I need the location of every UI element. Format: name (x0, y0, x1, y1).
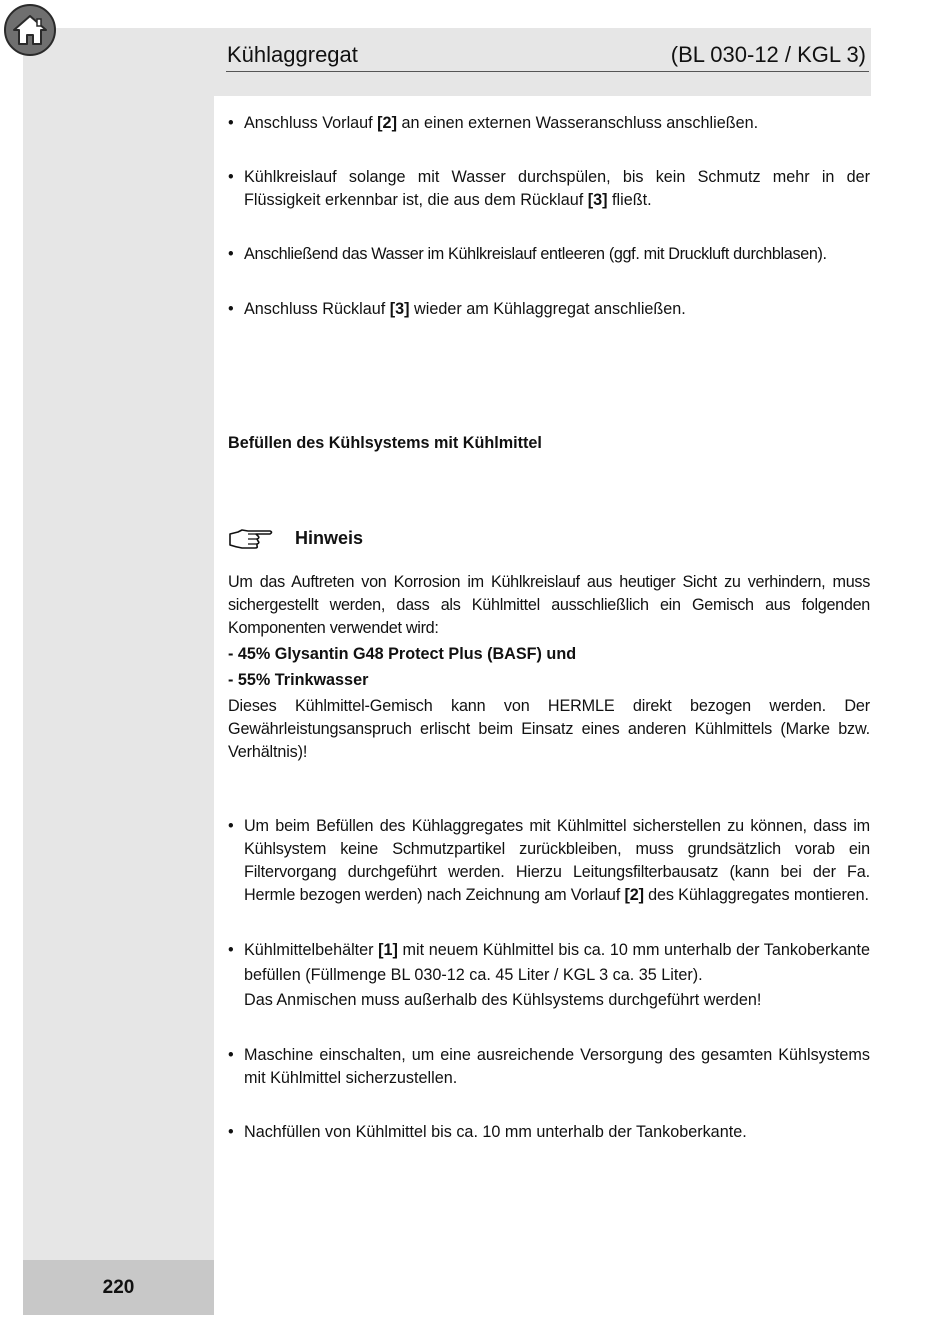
component-line: - 55% Trinkwasser (228, 671, 369, 689)
page-number: 220 (23, 1260, 214, 1315)
list-item: • Kühlkreislauf solange mit Wasser durchspülen, bis kein Schmutz mehr in der Flüssigkeit erkennbar ist, die aus dem Rücklauf [3] fließt. (228, 168, 870, 209)
list-item-note: Das Anmischen muss außerhalb des Kühlsystems durchgeführt werden! (244, 991, 762, 1009)
home-icon (11, 13, 49, 47)
list-item: • Anschließend das Wasser im Kühlkreislauf entleeren (ggf. mit Druckluft durchblasen). (228, 245, 827, 263)
hint-intro: Um das Auftreten von Korrosion im Kühlkreislauf aus heutiger Sicht zu verhindern, muss sichergestellt werden, dass als Kühlmittel ausschließlich ein Gemisch aus folgenden Komponenten verwendet wird: (228, 573, 870, 637)
list-item: • Nachfüllen von Kühlmittel bis ca. 10 mm unterhalb der Tankoberkante. (228, 1123, 747, 1141)
page-content (228, 108, 870, 1144)
hint-header (228, 525, 870, 551)
header-model: (BL 030-12 / KGL 3) (670, 42, 866, 67)
pointing-hand-icon (228, 525, 274, 551)
list-item: • Um beim Befüllen des Kühlaggregates mit Kühlmittel sicherstellen zu können, dass im Kühlsystem keine Schmutzpartikel zurückbleiben, muss grundsätzlich vorab ein Filtervorgang durchgeführt werden. Hierzu Leitungsfilterbausatz (kann bei der Fa. Hermle bezogen werden) nach Zeichnung am Vorlauf [2] des Kühlaggregates montieren. (228, 817, 870, 904)
component-line: - 45% Glysantin G48 Protect Plus (BASF) und (228, 645, 577, 663)
list-item: • Anschluss Rücklauf [3] wieder am Kühlaggregat anschließen. (228, 300, 686, 318)
list-item: • Maschine einschalten, um eine ausreichende Versorgung des gesamten Kühlsystems mit Kühlmittel sicherzustellen. (228, 1046, 870, 1087)
header-rule (226, 71, 869, 72)
header-title: Kühlaggregat (227, 42, 358, 67)
section-heading: Befüllen des Kühlsystems mit Kühlmittel (228, 434, 542, 452)
home-button[interactable] (4, 4, 56, 56)
list-item: • Anschluss Vorlauf [2] an einen externen Wasseranschluss anschließen. (228, 114, 759, 132)
list-item: • Kühlmittelbehälter [1] mit neuem Kühlmittel bis ca. 10 mm unterhalb der Tankoberkante befüllen (Füllmenge BL 030-12 ca. 45 Liter / KGL 3 ca. 35 Liter). Das Anmischen muss außerhalb des Kühlsystems durchgeführt werden! (228, 938, 870, 1013)
sidebar-band (23, 28, 214, 1315)
hint-label: Hinweis (295, 527, 364, 548)
hint-outro: Dieses Kühlmittel-Gemisch kann von HERMLE direkt bezogen werden. Der Gewährleistungsanspruch erlischt beim Einsatz eines anderen Kühlmittels (Marke bzw. Verhältnis)! (228, 697, 870, 761)
